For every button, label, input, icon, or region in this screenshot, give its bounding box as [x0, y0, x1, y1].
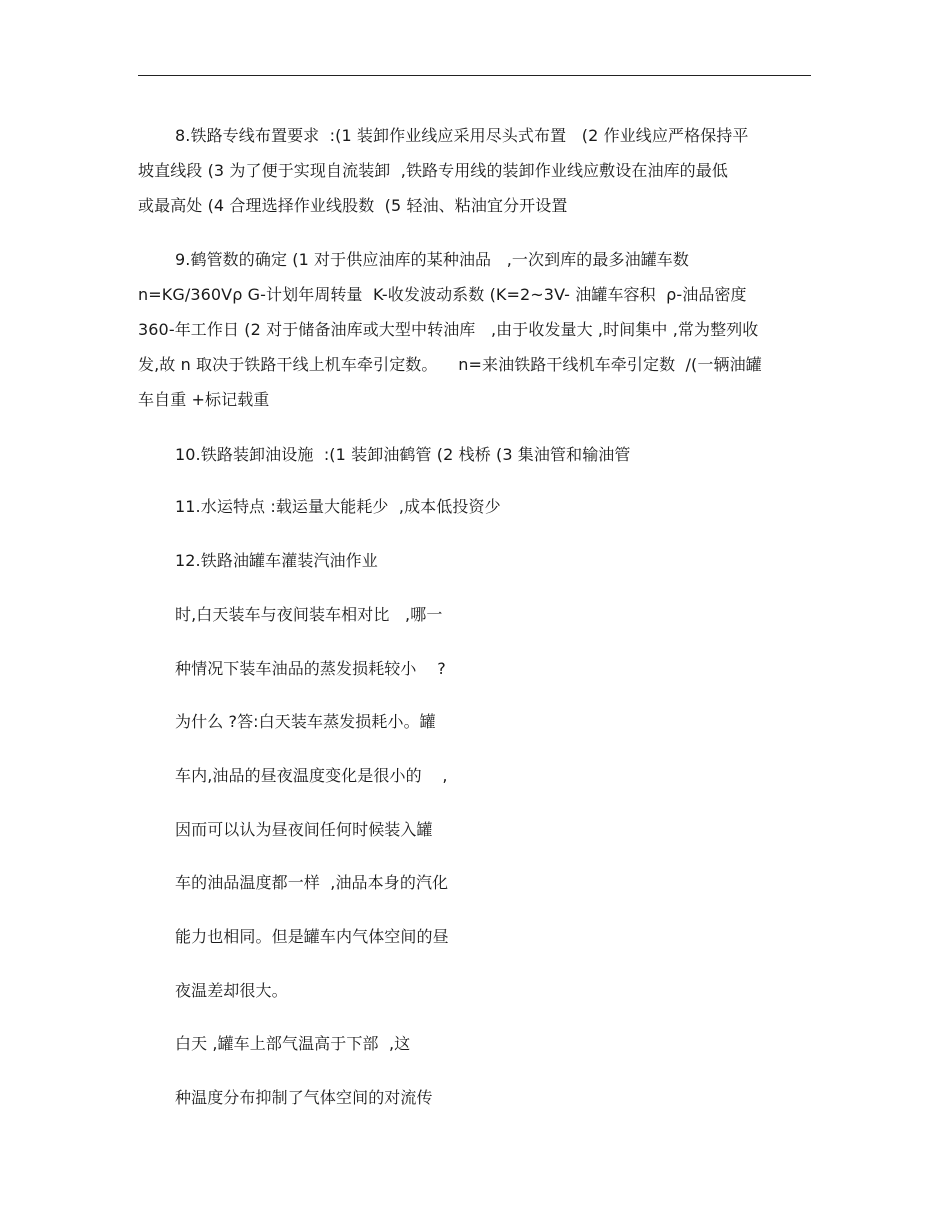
- text-line: 或最高处 (4 合理选择作业线股数 (5 轻油、粘油宜分开设置: [138, 196, 568, 215]
- text-line: 9.鹤管数的确定 (1 对于供应油库的某种油品 ,一次到库的最多油罐车数: [175, 250, 690, 269]
- text-line: 种温度分布抑制了气体空间的对流传: [175, 1088, 433, 1107]
- text-line: 车自重 +标记载重: [138, 390, 270, 409]
- text-line: 夜温差却很大。: [175, 981, 288, 1000]
- text-line: 时,白天装车与夜间装车相对比 ,哪一: [175, 605, 443, 624]
- text-line: 种情况下装车油品的蒸发损耗较小 ?: [175, 659, 446, 678]
- text-line: 白天 ,罐车上部气温高于下部 ,这: [175, 1034, 411, 1053]
- text-line: 10.铁路装卸油设施 :(1 装卸油鹤管 (2 栈桥 (3 集油管和输油管: [175, 445, 631, 464]
- text-line: 发,故 n 取决于铁路干线上机车牵引定数。 n=来油铁路干线机车牵引定数 /(一辆油罐: [138, 355, 762, 374]
- text-line: 能力也相同。但是罐车内气体空间的昼: [175, 927, 449, 946]
- text-line: n=KG/360Vρ G-计划年周转量 K-收发波动系数 (K=2~3V- 油罐车容积 ρ-油品密度: [138, 285, 747, 304]
- text-line: 360-年工作日 (2 对于储备油库或大型中转油库 ,由于收发量大 ,时间集中 ,常为整列收: [138, 320, 759, 339]
- text-line: 车内,油品的昼夜温度变化是很小的 ,: [175, 766, 448, 785]
- text-line: 8.铁路专线布置要求 :(1 装卸作业线应采用尽头式布置 (2 作业线应严格保持平: [175, 126, 749, 145]
- text-line: 因而可以认为昼夜间任何时候装入罐: [175, 820, 433, 839]
- text-line: 为什么 ?答:白天装车蒸发损耗小。罐: [175, 712, 436, 731]
- text-line: 11.水运特点 :载运量大能耗少 ,成本低投资少: [175, 497, 501, 516]
- text-line: 坡直线段 (3 为了便于实现自流装卸 ,铁路专用线的装卸作业线应敷设在油库的最低: [138, 161, 728, 180]
- header-rule: [138, 75, 811, 76]
- text-line: 12.铁路油罐车灌装汽油作业: [175, 551, 378, 570]
- text-line: 车的油品温度都一样 ,油品本身的汽化: [175, 873, 449, 892]
